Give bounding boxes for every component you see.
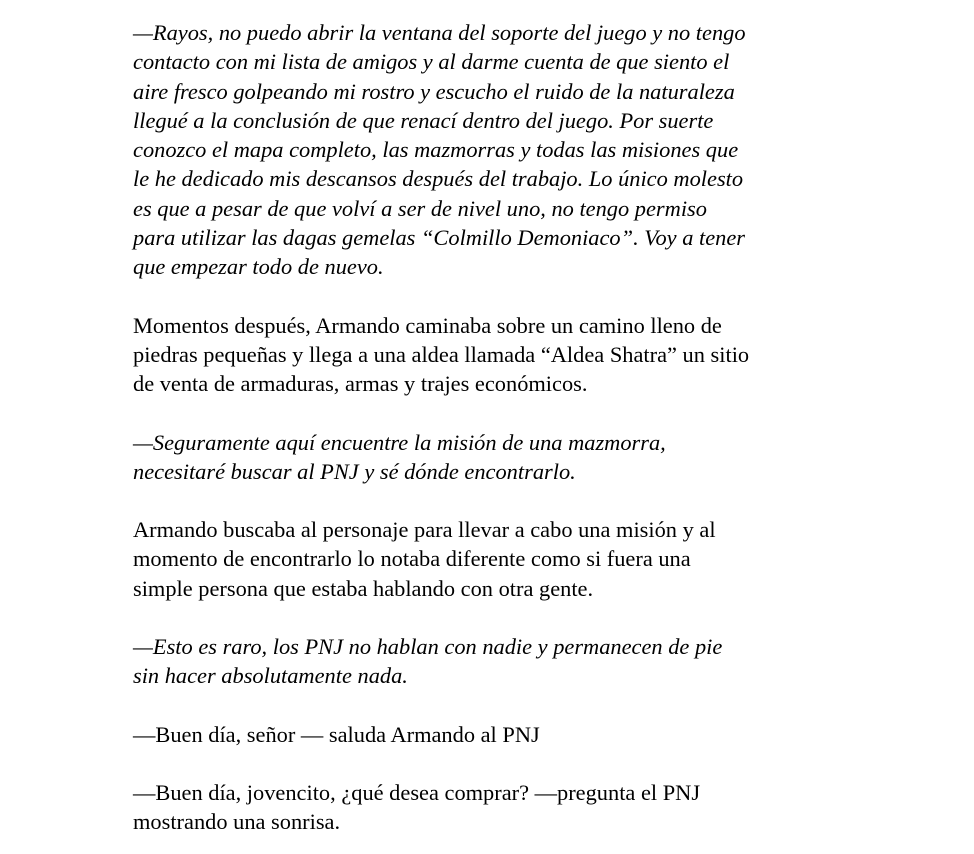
text-line: Armando buscaba al personaje para llevar a cabo una misión y al: [133, 517, 716, 543]
text-line: —Seguramente aquí encuentre la misión de una mazmorra,: [133, 429, 666, 455]
text-line: le he dedicado mis descansos después del trabajo. Lo único molesto: [133, 166, 744, 192]
text-line: mostrando una sonrisa.: [133, 809, 341, 835]
text-line: necesitaré buscar al PNJ y sé dónde encontrarlo.: [133, 458, 576, 484]
dialogue-paragraph-3: [133, 632, 853, 691]
dialogue-paragraph-2: [133, 428, 853, 487]
narration-paragraph-1: [133, 311, 853, 399]
text-line: —Buen día, señor — saluda Armando al PNJ: [133, 721, 540, 747]
text-line: es que a pesar de que volví a ser de nivel uno, no tengo permiso: [133, 195, 707, 221]
dialogue-paragraph-5: [133, 778, 853, 837]
document-page: [133, 18, 853, 837]
narration-paragraph-2: [133, 515, 853, 603]
dialogue-paragraph-4: [133, 720, 853, 749]
text-line: que empezar todo de nuevo.: [133, 254, 384, 280]
text-line: conozco el mapa completo, las mazmorras y todas las misiones que: [133, 137, 739, 163]
text-line: sin hacer absolutamente nada.: [133, 663, 408, 689]
text-line: —Rayos, no puedo abrir la ventana del soporte del juego y no tengo: [133, 20, 746, 45]
text-line: llegué a la conclusión de que renací dentro del juego. Por suerte: [133, 107, 714, 133]
text-line: aire fresco golpeando mi rostro y escucho el ruido de la naturaleza: [133, 78, 735, 104]
dialogue-paragraph-1: [133, 18, 853, 282]
text-line: —Buen día, jovencito, ¿qué desea comprar? —pregunta el PNJ: [133, 779, 701, 805]
text-line: simple persona que estaba hablando con otra gente.: [133, 575, 594, 601]
text-line: —Esto es raro, los PNJ no hablan con nadie y permanecen de pie: [133, 634, 723, 660]
text-line: Momentos después, Armando caminaba sobre un camino lleno de: [133, 312, 722, 338]
text-line: para utilizar las dagas gemelas “Colmillo Demoniaco”. Voy a tener: [133, 225, 746, 251]
text-line: piedras pequeñas y llega a una aldea llamada “Aldea Shatra” un sitio: [133, 341, 750, 367]
text-line: momento de encontrarlo lo notaba diferente como si fuera una: [133, 546, 691, 572]
text-line: de venta de armaduras, armas y trajes económicos.: [133, 371, 588, 397]
text-line: contacto con mi lista de amigos y al darme cuenta de que siento el: [133, 49, 730, 75]
